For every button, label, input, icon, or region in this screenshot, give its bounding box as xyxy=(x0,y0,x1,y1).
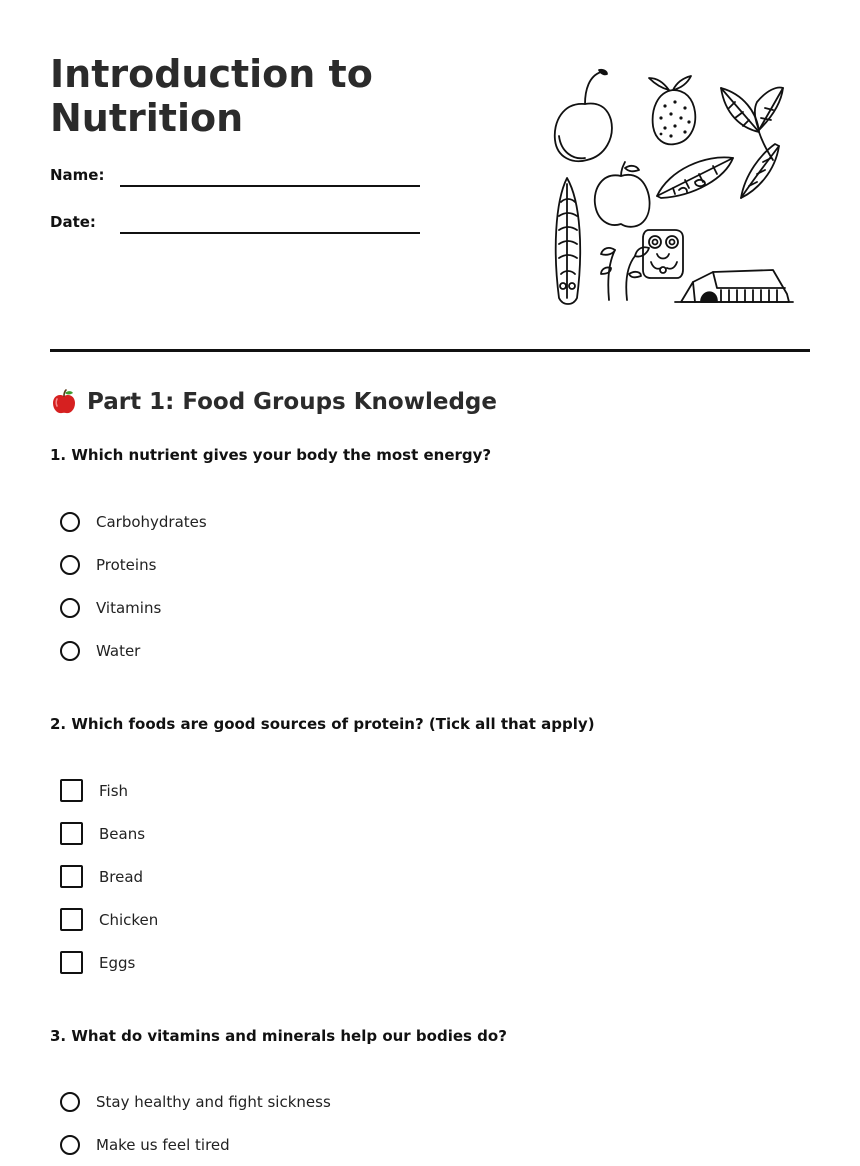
option-label: Eggs xyxy=(99,953,136,972)
fern-leaf-icon xyxy=(657,157,733,198)
option-water[interactable] xyxy=(60,629,207,672)
option-label: Carbohydrates xyxy=(96,512,207,531)
question-2-options xyxy=(60,769,158,984)
title-line-1: Introduction to xyxy=(50,52,373,96)
seedling-icon xyxy=(601,247,649,300)
checkbox[interactable] xyxy=(60,779,83,802)
radio-button[interactable] xyxy=(60,598,80,618)
option-label: Bread xyxy=(99,867,144,886)
option-vitamins[interactable] xyxy=(60,586,207,629)
checkbox[interactable] xyxy=(60,951,83,974)
radio-button[interactable] xyxy=(60,641,80,661)
radio-button[interactable] xyxy=(60,1135,80,1155)
question-1-options xyxy=(60,500,207,672)
option-label: Water xyxy=(96,641,141,660)
option-label: Make us feel tired xyxy=(96,1135,230,1154)
section-heading-part1 xyxy=(50,388,497,416)
feijoa-icon xyxy=(649,76,695,144)
option-beans[interactable] xyxy=(60,812,158,855)
header-divider xyxy=(50,349,810,352)
question-3: 3. What do vitamins and minerals help our bodies do? xyxy=(50,1027,507,1045)
nutrition-illustration xyxy=(545,62,795,312)
question-1: 1. Which nutrient gives your body the most energy? xyxy=(50,446,492,464)
option-label: Proteins xyxy=(96,555,157,574)
apple-icon xyxy=(595,162,650,227)
apple-icon xyxy=(50,388,78,416)
option-eggs[interactable] xyxy=(60,941,158,984)
date-label: Date: xyxy=(50,213,96,231)
option-label: Chicken xyxy=(99,910,159,929)
checkbox[interactable] xyxy=(60,822,83,845)
option-stay-healthy[interactable] xyxy=(60,1080,331,1123)
radio-button[interactable] xyxy=(60,555,80,575)
carved-paddle-icon xyxy=(556,178,580,304)
name-input-line[interactable] xyxy=(120,185,420,187)
option-label: Fish xyxy=(99,781,129,800)
page-title xyxy=(50,52,520,140)
option-proteins[interactable] xyxy=(60,543,207,586)
option-label: Beans xyxy=(99,824,146,843)
option-carbohydrates[interactable] xyxy=(60,500,207,543)
option-bread[interactable] xyxy=(60,855,158,898)
cherry-icon xyxy=(555,70,612,161)
question-2: 2. Which foods are good sources of protein? (Tick all that apply) xyxy=(50,715,595,733)
name-label: Name: xyxy=(50,166,105,184)
checkbox[interactable] xyxy=(60,865,83,888)
tiki-carving-icon xyxy=(643,230,683,278)
date-field[interactable] xyxy=(50,213,430,243)
question-3-options xyxy=(60,1080,331,1166)
option-fish[interactable] xyxy=(60,769,158,812)
kawakawa-leaf-icon xyxy=(721,88,783,198)
option-label: Stay healthy and fight sickness xyxy=(96,1092,331,1111)
name-field[interactable] xyxy=(50,166,430,196)
radio-button[interactable] xyxy=(60,1092,80,1112)
checkbox[interactable] xyxy=(60,908,83,931)
date-input-line[interactable] xyxy=(120,232,420,234)
option-chicken[interactable] xyxy=(60,898,158,941)
option-label: Vitamins xyxy=(96,598,162,617)
radio-button[interactable] xyxy=(60,512,80,532)
title-line-2: Nutrition xyxy=(50,96,244,140)
option-feel-tired[interactable] xyxy=(60,1123,331,1166)
section-heading-text: Part 1: Food Groups Knowledge xyxy=(87,389,497,415)
wharenui-icon xyxy=(675,270,793,302)
